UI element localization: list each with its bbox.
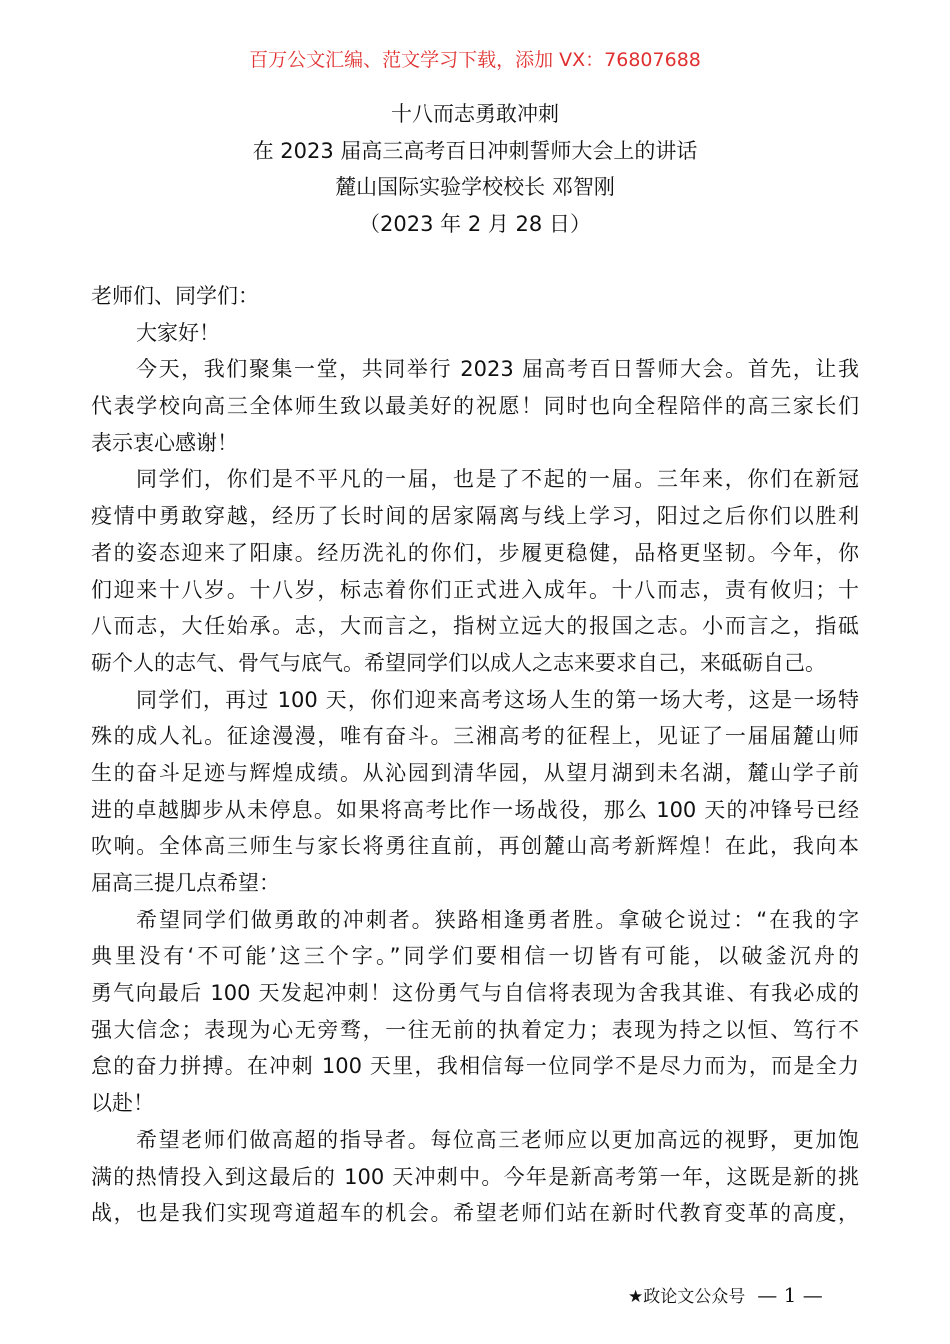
text-line: 殊的成人礼。征途漫漫，唯有奋斗。三湘高考的征程上，见证了一届届麓山师 [91, 724, 859, 749]
text-line: 战，也是我们实现弯道超车的机会。希望老师们站在新时代教育变革的高度， [91, 1201, 859, 1226]
document-author: 麓山国际实验学校校长 邓智刚 [335, 175, 615, 200]
text-line: 们迎来十八岁。十八岁，标志着你们正式进入成年。十八而志，责有攸归；十 [91, 577, 859, 602]
watermark-banner: 百万公文汇编、范文学习下载，添加 VX：76807688 [249, 49, 701, 71]
text-line: 以赴！ [91, 1091, 154, 1116]
text-line: 老师们、同学们： [91, 284, 259, 308]
page-footer [628, 1282, 823, 1310]
document-subtitle: 在 2023 届高三高考百日冲刺誓师大会上的讲话 [252, 138, 698, 163]
page-number: — 1 — [757, 1283, 823, 1307]
text-line: 吹响。全体高三师生与家长将勇往直前，再创麓山高考新辉煌！在此，我向本 [91, 834, 859, 859]
text-line: 届高三提几点希望： [91, 871, 280, 895]
text-line: 典里没有‘不可能’这三个字。”同学们要相信一切皆有可能，以破釜沉舟的 [91, 944, 859, 969]
text-line: 强大信念；表现为心无旁骛，一往无前的执着定力；表现为持之以恒、笃行不 [91, 1017, 859, 1042]
paragraph [91, 278, 859, 315]
text-line: 同学们，再过 100 天，你们迎来高考这场人生的第一场大考，这是一场特 [136, 687, 859, 712]
text-line: 大家好！ [136, 320, 220, 345]
paragraph [91, 1122, 859, 1232]
text-line: 怠的奋力拼搏。在冲刺 100 天里，我相信每一位同学不是尽力而为，而是全力 [91, 1054, 859, 1079]
text-line: 者的姿态迎来了阳康。经历洗礼的你们，步履更稳健，品格更坚韧。今年，你 [91, 540, 859, 565]
text-line: 砺个人的志气、骨气与底气。希望同学们以成人之志来要求自己，来砥砺自己。 [91, 650, 826, 675]
paragraph [91, 315, 859, 352]
text-line: 希望老师们做高超的指导者。每位高三老师应以更加高远的视野，更加饱 [136, 1127, 859, 1152]
text-line: 疫情中勇敢穿越，经历了长时间的居家隔离与线上学习，阳过之后你们以胜利 [91, 504, 859, 529]
paragraph [91, 351, 859, 461]
text-line: 满的热情投入到这最后的 100 天冲刺中。今年是新高考第一年，这既是新的挑 [91, 1164, 859, 1189]
text-line: 八而志，大任始承。志，大而言之，指树立远大的报国之志。小而言之，指砥 [91, 614, 859, 639]
text-line: 勇气向最后 100 天发起冲刺！这份勇气与自信将表现为舍我其谁、有我必成的 [91, 981, 859, 1006]
paragraph [91, 682, 859, 902]
document-date: （2023 年 2 月 28 日） [359, 212, 591, 237]
document-header [0, 96, 950, 243]
document-title: 十八而志勇敢冲刺 [391, 102, 559, 126]
text-line: 同学们，你们是不平凡的一届，也是了不起的一届。三年来，你们在新冠 [136, 467, 859, 492]
text-line: 今天，我们聚集一堂，共同举行 2023 届高考百日誓师大会。首先，让我 [136, 357, 859, 382]
text-line: 表示衷心感谢！ [91, 430, 238, 455]
text-line: 生的奋斗足迹与辉煌成绩。从沁园到清华园，从望月湖到未名湖，麓山学子前 [91, 760, 859, 785]
paragraph [91, 461, 859, 681]
text-line: 代表学校向高三全体师生致以最美好的祝愿！同时也向全程陪伴的高三家长们 [91, 394, 859, 419]
paragraph [91, 902, 859, 1122]
footer-source: ★政论文公众号 [628, 1287, 746, 1307]
text-line: 进的卓越脚步从未停息。如果将高考比作一场战役，那么 100 天的冲锋号已经 [91, 797, 859, 822]
text-line: 希望同学们做勇敢的冲刺者。狭路相逢勇者胜。拿破仑说过：“在我的字 [136, 907, 859, 932]
document-body [91, 278, 859, 1232]
